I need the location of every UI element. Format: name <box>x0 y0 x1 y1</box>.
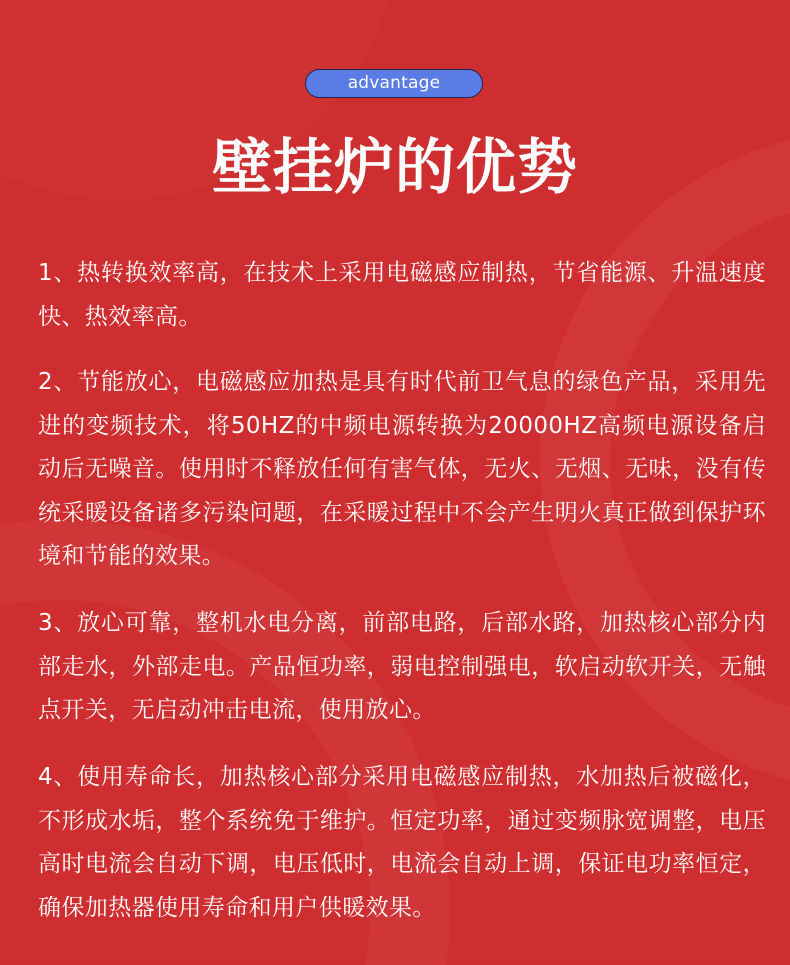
section-tag: advantage <box>305 69 483 98</box>
advantage-paragraph-3: 3、放心可靠，整机水电分离，前部电路，后部水路，加热核心部分内部走水，外部走电。产品恒功率，弱电控制强电，软启动软开关，无触点开关，无启动冲击电流，使用放心。 <box>38 610 766 723</box>
advantage-paragraph-1: 1、热转换效率高，在技术上采用电磁感应制热，节省能源、升温速度快、热效率高。 <box>38 260 766 330</box>
page-title: 壁挂炉的优势 <box>212 133 578 203</box>
advantage-paragraph-2: 2、节能放心，电磁感应加热是具有时代前卫气息的绿色产品，采用先进的变频技术，将50HZ的中频电源转换为20000HZ高频电源设备启动后无噪音。使用时不释放任何有害气体，无火、无烟、无味，没有传统采暖设备诸多污染问题，在采暖过程中不会产生明火真正做到保护环境和节能的效果。 <box>38 369 766 569</box>
advantage-paragraph-4: 4、使用寿命长，加热核心部分采用电磁感应制热，水加热后被磁化，不形成水垢，整个系统免于维护。恒定功率，通过变频脉宽调整，电压高时电流会自动下调，电压低时，电流会自动上调，保证电功率恒定，确保加热器使用寿命和用户供暖效果。 <box>38 764 766 921</box>
